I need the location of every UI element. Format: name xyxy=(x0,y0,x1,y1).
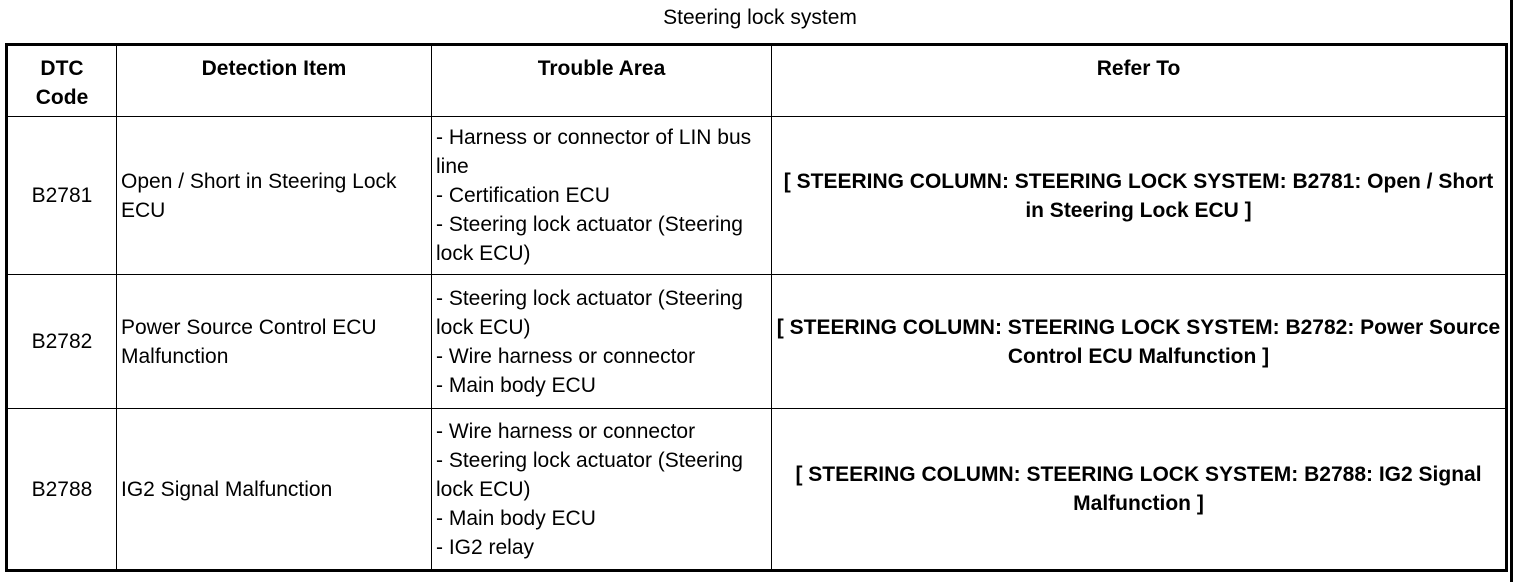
detection-item-cell: IG2 Signal Malfunction xyxy=(117,409,432,571)
trouble-area-cell xyxy=(432,409,772,571)
refer-to-link[interactable]: [ STEERING COLUMN: STEERING LOCK SYSTEM: B2782: Power Source Control ECU Malfunction ] xyxy=(772,275,1507,409)
trouble-area-item: - Harness or connector of LIN bus line xyxy=(436,126,752,178)
trouble-area-item: - Wire harness or connector xyxy=(436,419,696,443)
refer-to-link[interactable]: [ STEERING COLUMN: STEERING LOCK SYSTEM: B2781: Open / Short in Steering Lock ECU ] xyxy=(772,117,1507,275)
dtc-code-cell: B2788 xyxy=(7,409,117,571)
table-row xyxy=(7,275,1507,409)
trouble-area-item: - Wire harness or connector xyxy=(436,344,696,368)
trouble-area-item: - IG2 relay xyxy=(436,535,535,559)
trouble-area-item: - Steering lock actuator (Steering lock ECU) xyxy=(436,448,743,501)
header-dtc-code: DTC Code xyxy=(7,45,117,117)
page-edge-rule xyxy=(1510,0,1513,582)
detection-item-cell: Power Source Control ECU Malfunction xyxy=(117,275,432,409)
table-row xyxy=(7,409,1507,571)
table-header-row xyxy=(7,45,1507,117)
header-detection-item: Detection Item xyxy=(117,45,432,117)
header-refer-to: Refer To xyxy=(772,45,1507,117)
table-row xyxy=(7,117,1507,275)
trouble-area-item: - Main body ECU xyxy=(436,373,596,397)
dtc-table xyxy=(5,43,1508,572)
trouble-area-item: - Main body ECU xyxy=(436,506,596,530)
dtc-code-cell: B2782 xyxy=(7,275,117,409)
page-title: Steering lock system xyxy=(663,6,857,29)
refer-to-link[interactable]: [ STEERING COLUMN: STEERING LOCK SYSTEM: B2788: IG2 Signal Malfunction ] xyxy=(772,409,1507,571)
dtc-code-cell: B2781 xyxy=(7,117,117,275)
trouble-area-cell xyxy=(432,117,772,275)
trouble-area-cell xyxy=(432,275,772,409)
detection-item-cell: Open / Short in Steering Lock ECU xyxy=(117,117,432,275)
trouble-area-item: - Steering lock actuator (Steering lock ECU) xyxy=(436,213,743,265)
trouble-area-item: - Steering lock actuator (Steering lock ECU) xyxy=(436,286,743,339)
header-trouble-area: Trouble Area xyxy=(432,45,772,117)
trouble-area-item: - Certification ECU xyxy=(436,184,610,207)
